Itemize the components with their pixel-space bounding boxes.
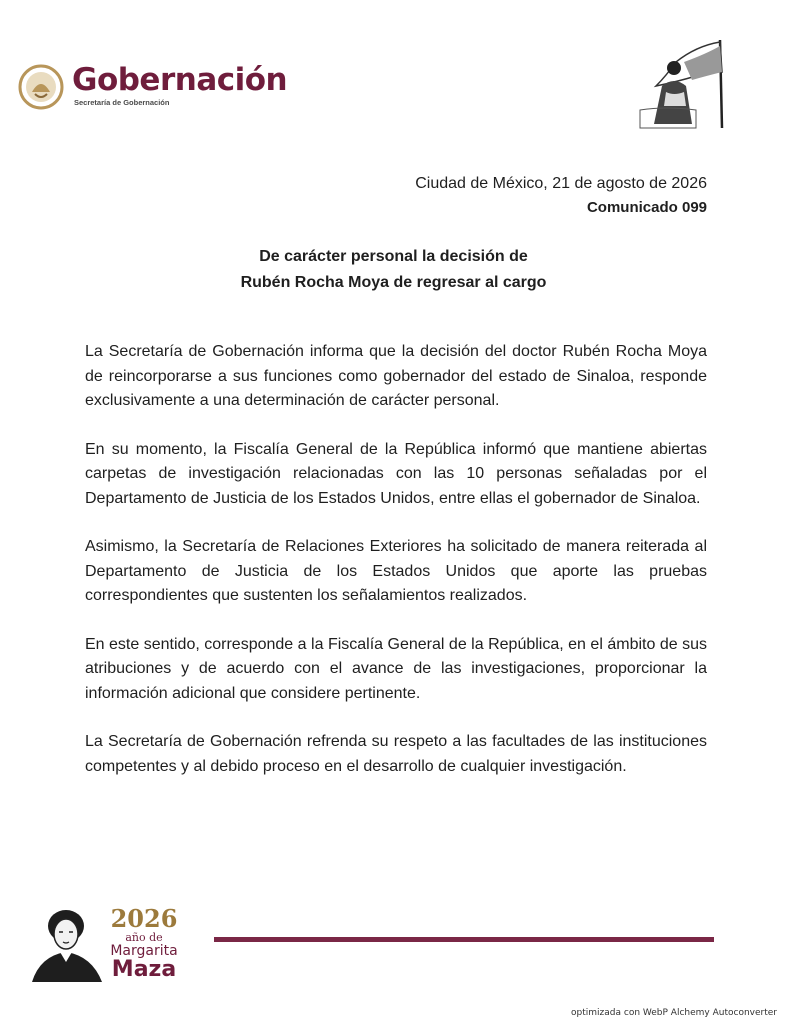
paragraph: En este sentido, corresponde a la Fiscalía General de la República, en el ámbito de sus atribuciones y de acuerdo con el avance de las investigaciones, proporcionar la información adicional que considere pertinente.: [85, 635, 707, 702]
paragraph: Asimismo, la Secretaría de Relaciones Exteriores ha solicitado de manera reiterada al Departamento de Justicia de los Estados Unidos que aporte las pruebas correspondientes que sustenten los señalamientos realizados.: [85, 538, 707, 604]
press-release-title: [0, 244, 787, 296]
name-first: Margarita: [110, 943, 178, 959]
margarita-maza-portrait-icon: [26, 902, 106, 982]
year: 2026: [110, 904, 178, 933]
brand-title: Gobernación: [72, 62, 288, 98]
comunicado-number: Comunicado 099: [586, 199, 707, 216]
coat-of-arms-icon: [18, 64, 64, 110]
paragraph: La Secretaría de Gobernación informa que la decisión del doctor Rubén Rocha Moya de reincorporarse a sus funciones como gobernador del estado de Sinaloa, responde exclusivamente a una determinación de carácter personal.: [85, 343, 707, 409]
place-date: Ciudad de México, 21 de agosto de 2026: [415, 175, 707, 192]
watermark-text: optimizada con WebP Alchemy Autoconverter: [571, 1008, 777, 1018]
paragraph: La Secretaría de Gobernación refrenda su respeto a las facultades de las instituciones competentes y al debido proceso en el desarrollo de cualquier investigación.: [85, 733, 707, 775]
footer-divider: [214, 937, 714, 942]
brand-subtitle: Secretaría de Gobernación: [74, 98, 170, 107]
year-dedication: [108, 906, 180, 981]
dateline: [415, 172, 707, 220]
title-line-2: Rubén Rocha Moya de regresar al cargo: [240, 274, 547, 291]
woman-with-flag-icon: [636, 36, 726, 132]
header-brand: [18, 60, 288, 120]
name-last: Maza: [111, 957, 177, 982]
press-release-body: [85, 340, 707, 803]
title-line-1: De carácter personal la decisión de: [259, 248, 528, 265]
ano-de: año de: [125, 931, 163, 944]
paragraph: En su momento, la Fiscalía General de la República informó que mantiene abiertas carpetas de investigación relacionadas con las 10 personas señaladas por el Departamento de Justicia de los Estados Unidos, entre ellas el gobernador de Sinaloa.: [85, 440, 707, 507]
